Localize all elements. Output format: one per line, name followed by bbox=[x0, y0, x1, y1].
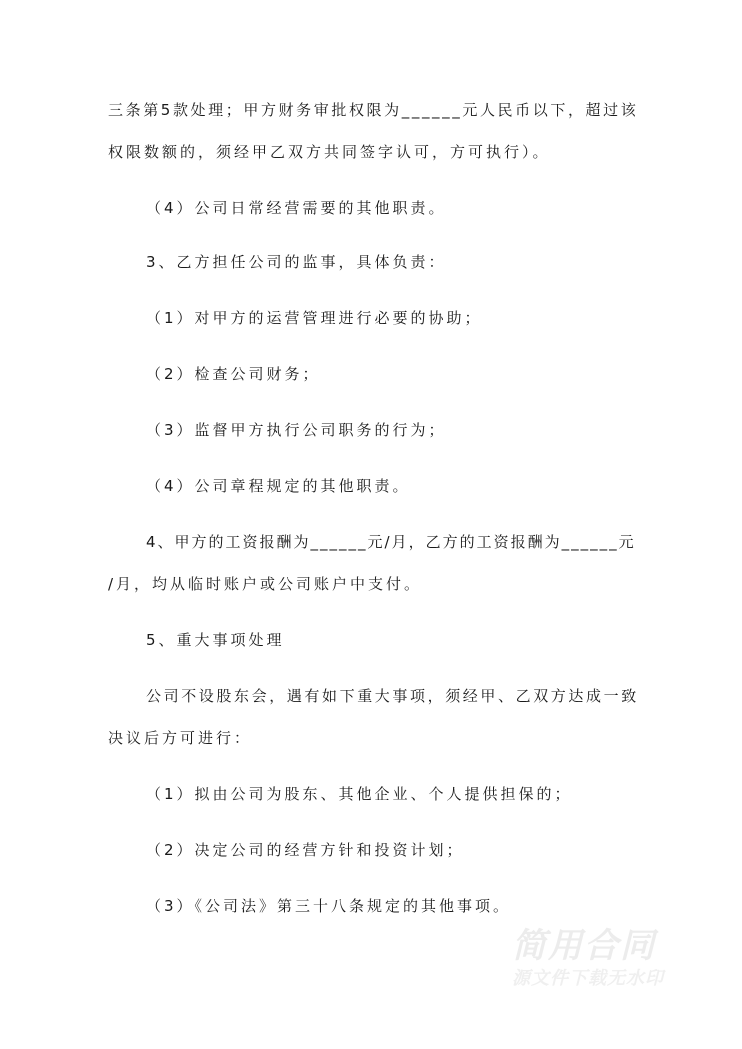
paragraph-line: 权限数额的，须经甲乙双方共同签字认可，方可执行）。 bbox=[108, 143, 551, 161]
list-item: （1）拟由公司为股东、其他企业、个人提供担保的； bbox=[146, 785, 573, 803]
section-heading: 3、乙方担任公司的监事，具体负责： bbox=[146, 253, 447, 271]
list-item: （3）监督甲方执行公司职务的行为； bbox=[146, 421, 447, 439]
paragraph-line: 决议后方可进行： bbox=[108, 729, 253, 747]
list-item: （3）《公司法》第三十八条规定的其他事项。 bbox=[146, 897, 512, 915]
list-item: （4）公司日常经营需要的其他职责。 bbox=[146, 199, 447, 217]
list-item: （4）公司章程规定的其他职责。 bbox=[146, 477, 411, 495]
list-item: （1）对甲方的运营管理进行必要的协助； bbox=[146, 309, 483, 327]
paragraph-line: 三条第5款处理；甲方财务审批权限为______元人民币以下，超过该 bbox=[108, 101, 639, 119]
paragraph-line: 公司不设股东会，遇有如下重大事项，须经甲、乙双方达成一致 bbox=[146, 687, 639, 705]
list-item: （2）决定公司的经营方针和投资计划； bbox=[146, 841, 465, 859]
paragraph-line: /月，均从临时账户或公司账户中支付。 bbox=[108, 575, 423, 593]
list-item: （2）检查公司财务； bbox=[146, 365, 321, 383]
watermark-logo: 简用合同 bbox=[512, 926, 656, 966]
paragraph-line: 4、甲方的工资报酬为______元/月，乙方的工资报酬为______元 bbox=[146, 533, 636, 551]
section-heading: 5、重大事项处理 bbox=[146, 631, 285, 649]
watermark-subtitle: 源文件下载无水印 bbox=[512, 968, 664, 989]
